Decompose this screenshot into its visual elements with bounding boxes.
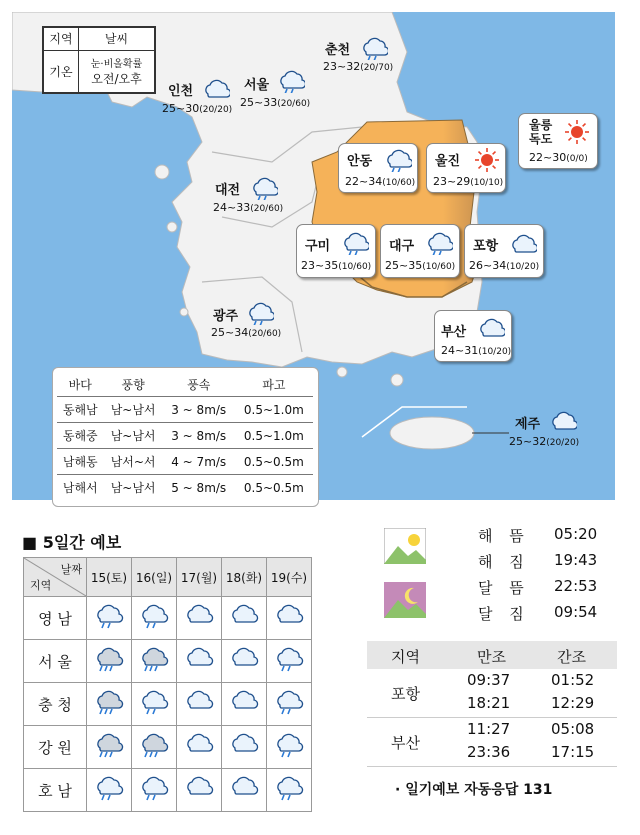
cloud-icon	[549, 408, 577, 438]
forecast-day: 15(토)	[87, 558, 132, 597]
city-temp-ulleung: 22~30(0/0)	[529, 151, 588, 164]
cloud-icon	[229, 687, 259, 717]
sea-header-sea: 바다	[68, 377, 92, 392]
legend-region: 지역	[44, 28, 79, 51]
rain-cloud-icon	[274, 687, 304, 717]
tide-low-time: 12:29	[551, 694, 595, 712]
map-legend	[42, 26, 156, 94]
cloud-icon	[229, 601, 259, 631]
table-row	[57, 475, 313, 501]
forecast-cell	[87, 683, 132, 726]
heavy-rain-cloud-icon	[94, 644, 124, 674]
city-name-seoul: 서울	[244, 78, 270, 93]
sea-cell: 0.5~1.0m	[235, 423, 313, 449]
heavy-rain-cloud-icon	[139, 730, 169, 760]
legend-ampm: 오전/오후	[91, 72, 142, 87]
tide-table	[367, 641, 617, 767]
forecast-day: 18(화)	[222, 558, 267, 597]
forecast-cell	[267, 769, 312, 812]
moonrise-label: 달 뜸	[478, 579, 530, 597]
table-row	[24, 726, 312, 769]
sea-cell: 동해중	[57, 423, 104, 449]
heavy-rain-cloud-icon	[94, 730, 124, 760]
city-temp-busan: 24~31(10/20)	[441, 344, 512, 357]
rain-cloud-icon	[341, 229, 369, 258]
cloud-icon	[229, 730, 259, 760]
sea-cell: 남서~서	[104, 449, 163, 475]
rain-cloud-icon	[139, 773, 169, 803]
table-row	[57, 449, 313, 475]
city-card-uljin	[426, 143, 506, 193]
cloud-icon	[184, 730, 214, 760]
cloud-icon	[274, 601, 304, 631]
forecast-cell	[132, 683, 177, 726]
tide-header-low: 간조	[557, 648, 586, 666]
forecast-cell	[132, 726, 177, 769]
city-card-gumi	[296, 224, 376, 278]
forecast-cell	[87, 640, 132, 683]
forecast-cell	[132, 769, 177, 812]
city-name-daejeon: 대전	[215, 183, 241, 198]
city-name-pohang: 포항	[473, 239, 499, 254]
moonset-time: 09:54	[554, 603, 598, 621]
city-name-gwangju: 광주	[213, 309, 239, 324]
tide-low-time: 05:08	[551, 720, 595, 738]
sea-cell: 3 ~ 8m/s	[163, 397, 235, 423]
sea-conditions-table	[52, 367, 319, 507]
city-temp-pohang: 26~34(10/20)	[469, 259, 540, 272]
rain-cloud-icon	[274, 644, 304, 674]
cloud-icon	[477, 315, 505, 344]
rain-cloud-icon	[274, 773, 304, 803]
table-row	[57, 397, 313, 423]
forecast-cell	[87, 769, 132, 812]
sunset-time: 19:43	[554, 551, 598, 569]
rain-cloud-icon	[250, 174, 278, 204]
moonrise-time: 22:53	[554, 577, 598, 595]
city-temp-seoul: 25~33(20/60)	[240, 96, 311, 109]
sea-cell: 남해동	[57, 449, 104, 475]
forecast-region: 충 청	[24, 683, 87, 726]
sea-cell: 3 ~ 8m/s	[163, 423, 235, 449]
city-temp-gwangju: 25~34(20/60)	[211, 326, 282, 339]
table-row	[24, 597, 312, 640]
moonrise-row	[382, 577, 632, 601]
sea-cell: 남해서	[57, 475, 104, 501]
forecast-day: 17(월)	[177, 558, 222, 597]
sun-icon	[473, 146, 501, 177]
sun-icon	[563, 118, 591, 149]
forecast-cell	[87, 597, 132, 640]
forecast-day: 16(일)	[132, 558, 177, 597]
table-row	[24, 683, 312, 726]
corner-date-label: 날짜	[60, 563, 82, 576]
jeju-island	[390, 417, 474, 449]
forecast-cell	[222, 683, 267, 726]
tide-high-time: 09:37	[467, 671, 511, 689]
legend-weather: 날씨	[79, 28, 155, 51]
sea-header-wind-direction: 풍향	[121, 377, 145, 392]
cloud-icon	[509, 231, 537, 260]
forecast-title: ■ 5일간 예보	[22, 533, 122, 552]
city-temp-jeju: 25~32(20/20)	[509, 435, 580, 448]
sea-header-wind-speed: 풍속	[187, 377, 211, 392]
rain-cloud-icon	[384, 146, 412, 175]
table-row	[24, 640, 312, 683]
tide-region: 부산	[391, 734, 420, 752]
forecast-corner	[24, 558, 87, 597]
table-row	[24, 769, 312, 812]
forecast-cell	[222, 640, 267, 683]
forecast-cell	[267, 640, 312, 683]
city-temp-andong: 22~34(10/60)	[345, 175, 416, 188]
rain-cloud-icon	[139, 601, 169, 631]
sea-cell: 0.5~0.5m	[235, 475, 313, 501]
forecast-table	[23, 557, 312, 812]
city-name-ulleung: 울릉 독도	[529, 118, 553, 146]
legend-temp: 기온	[44, 50, 79, 92]
sea-cell: 동해남	[57, 397, 104, 423]
sunrise-time: 05:20	[554, 525, 598, 543]
sea-cell: 남~남서	[104, 397, 163, 423]
city-temp-chuncheon: 23~32(20/70)	[323, 60, 394, 73]
rain-cloud-icon	[277, 67, 305, 97]
city-name-uljin: 울진	[435, 154, 461, 169]
city-name-andong: 안동	[347, 154, 373, 169]
city-temp-uljin: 23~29(10/10)	[433, 175, 504, 188]
corner-region-label: 지역	[30, 579, 52, 592]
city-card-andong	[338, 143, 418, 193]
rain-cloud-icon	[425, 229, 453, 258]
city-name-incheon: 인천	[168, 84, 194, 99]
weather-map	[12, 12, 615, 500]
cloud-icon	[184, 687, 214, 717]
forecast-region: 강 원	[24, 726, 87, 769]
cloud-icon	[184, 773, 214, 803]
city-card-busan	[434, 310, 512, 362]
city-temp-daejeon: 24~33(20/60)	[213, 201, 284, 214]
tide-high-time: 11:27	[467, 720, 511, 738]
sunrise-label: 해 뜸	[478, 527, 530, 545]
sunset-row	[382, 551, 632, 575]
forecast-cell	[177, 726, 222, 769]
rain-cloud-icon	[139, 687, 169, 717]
forecast-region: 호 남	[24, 769, 87, 812]
cloud-icon	[229, 644, 259, 674]
cloud-icon	[184, 644, 214, 674]
forecast-day: 19(수)	[267, 558, 312, 597]
city-card-pohang	[464, 224, 544, 278]
sea-cell: 0.5~0.5m	[235, 449, 313, 475]
city-name-chuncheon: 춘천	[325, 43, 351, 58]
heavy-rain-cloud-icon	[139, 644, 169, 674]
forecast-cell	[267, 597, 312, 640]
forecast-cell	[267, 683, 312, 726]
table-row	[57, 423, 313, 449]
sunrise-row	[382, 525, 632, 549]
tide-row	[367, 718, 617, 767]
forecast-region: 서 울	[24, 640, 87, 683]
forecast-cell	[267, 726, 312, 769]
forecast-cell	[177, 769, 222, 812]
forecast-cell	[132, 640, 177, 683]
tide-high-time: 18:21	[467, 694, 511, 712]
tide-row	[367, 669, 617, 718]
heavy-rain-cloud-icon	[94, 687, 124, 717]
cloud-icon	[229, 773, 259, 803]
forecast-cell	[87, 726, 132, 769]
tide-low-time: 17:15	[551, 743, 595, 761]
city-card-ulleung	[518, 113, 598, 169]
forecast-cell	[222, 597, 267, 640]
city-temp-gumi: 23~35(10/60)	[301, 259, 372, 272]
rain-cloud-icon	[246, 299, 274, 329]
rain-cloud-icon	[274, 730, 304, 760]
city-name-jeju: 제주	[515, 417, 541, 432]
tide-region: 포항	[391, 685, 420, 703]
sea-cell: 4 ~ 7m/s	[163, 449, 235, 475]
forecast-cell	[177, 597, 222, 640]
sea-header-wave-height: 파고	[262, 377, 286, 392]
sea-cell: 남~남서	[104, 423, 163, 449]
city-temp-incheon: 25~30(20/20)	[162, 102, 233, 115]
phone-info: · 일기예보 자동응답 131	[395, 782, 553, 798]
tide-header	[367, 641, 617, 669]
tide-low-time: 01:52	[551, 671, 595, 689]
city-name-daegu: 대구	[389, 239, 415, 254]
sea-cell: 5 ~ 8m/s	[163, 475, 235, 501]
city-name-busan: 부산	[441, 325, 467, 340]
moonset-row	[382, 603, 632, 627]
sea-cell: 0.5~1.0m	[235, 397, 313, 423]
forecast-cell	[177, 683, 222, 726]
legend-precip: 눈·비올확률	[90, 59, 143, 71]
moonset-label: 달 짐	[478, 605, 530, 623]
sea-cell: 남~남서	[104, 475, 163, 501]
forecast-region: 영 남	[24, 597, 87, 640]
forecast-cell	[222, 726, 267, 769]
rain-cloud-icon	[94, 601, 124, 631]
cloud-icon	[184, 601, 214, 631]
sunset-label: 해 짐	[478, 553, 530, 571]
tide-header-region: 지역	[391, 648, 420, 666]
rain-cloud-icon	[94, 773, 124, 803]
tide-high-time: 23:36	[467, 743, 511, 761]
forecast-cell	[177, 640, 222, 683]
city-name-gumi: 구미	[305, 239, 331, 254]
forecast-title-text: 5일간 예보	[42, 533, 122, 552]
city-card-daegu	[380, 224, 460, 278]
forecast-cell	[132, 597, 177, 640]
tide-header-high: 만조	[477, 648, 506, 666]
city-temp-daegu: 25~35(10/60)	[385, 259, 456, 272]
forecast-cell	[222, 769, 267, 812]
